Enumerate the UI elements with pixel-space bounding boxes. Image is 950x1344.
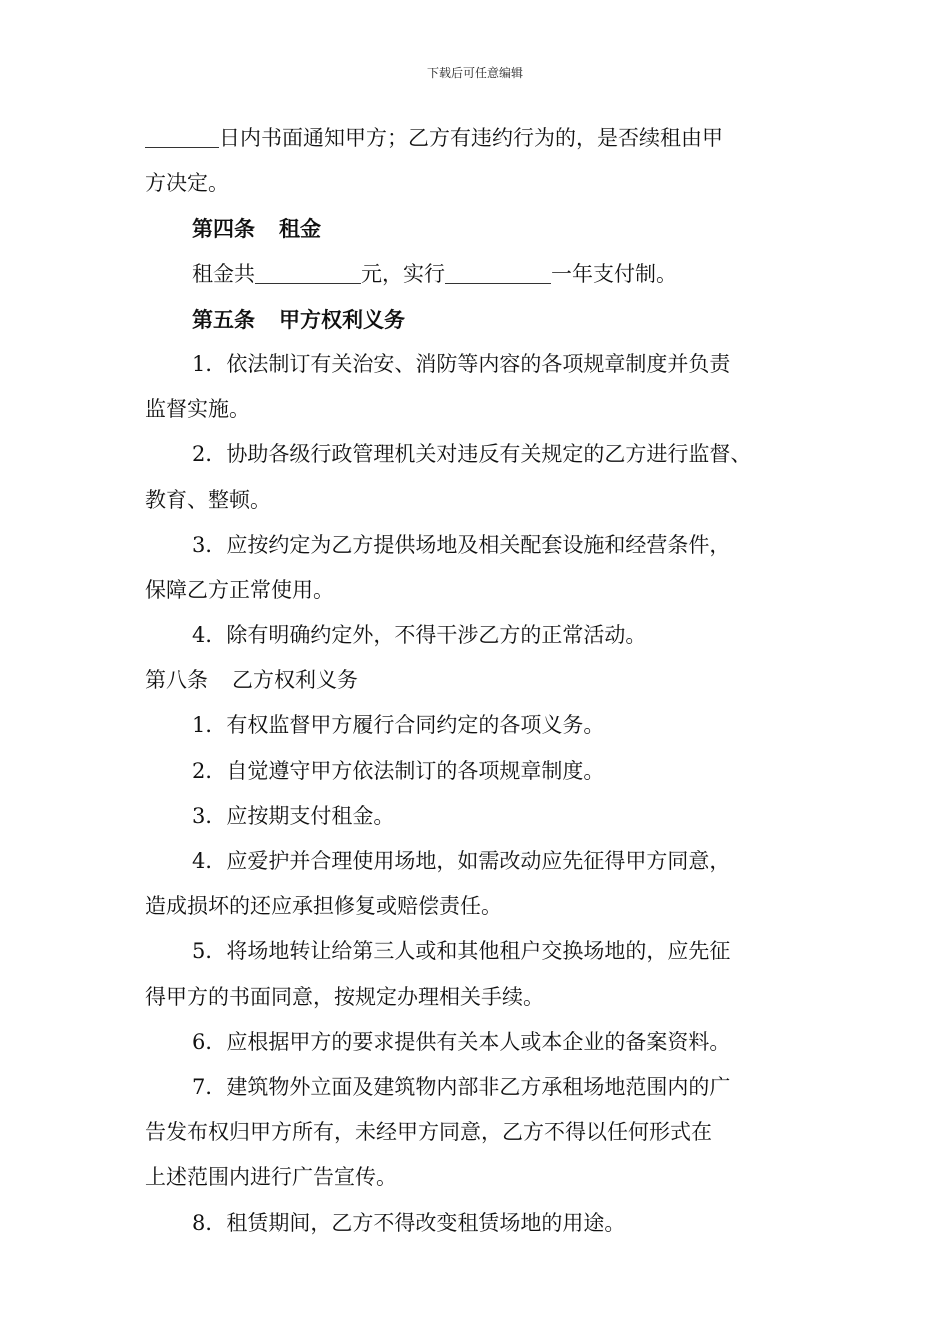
article-4-number: 第四条 [192,216,255,242]
article-4-paragraph [145,252,825,297]
article-8-item-1: 1．有权监督甲方履行合同约定的各项义务。 [192,713,605,738]
article-5-item-1-line-2: 监督实施。 [145,397,250,422]
page-header: 下载后可任意编辑 [426,66,523,80]
article-8-item-8: 8．租赁期间，乙方不得改变租赁场地的用途。 [192,1210,626,1235]
article-5-item-4: 4．除有明确约定外，不得干涉乙方的正常活动。 [192,623,647,648]
article-8-item-7-line-1: 7．建筑物外立面及建筑物内部非乙方承租场地范围内的广 [192,1074,731,1099]
rent-text-c: 一年支付制。 [551,261,677,286]
article-4-heading [145,206,825,251]
article-8-item-4-line-1: 4．应爱护并合理使用场地，如需改动应先征得甲方同意， [192,849,731,873]
article-5-item-3-line-2: 保障乙方正常使用。 [145,577,334,602]
fragment-line-2: 方决定。 [145,171,229,196]
rent-text-a: 租金共 [192,261,255,286]
article-5-title: 甲方权利义务 [279,306,405,332]
article-8-heading [145,658,825,703]
fragment-text-1: 日内书面通知甲方；乙方有违约行为的，是否续租由甲 [219,126,723,150]
blank-rent-amount [255,259,361,284]
article-8-item-4-line-2: 造成损坏的还应承担修复或赔偿责任。 [145,894,502,919]
article-5-item-3-line-1: 3．应按约定为乙方提供场地及相关配套设施和经营条件， [192,532,731,557]
fragment-line-1 [145,116,825,161]
contract-body [145,116,825,1246]
rent-text-b: 元，实行 [361,261,445,286]
article-5-number: 第五条 [192,306,255,332]
article-8-item-2: 2．自觉遵守甲方依法制订的各项规章制度。 [192,758,605,783]
article-4-title: 租金 [279,216,321,242]
article-8-item-3: 3．应按期支付租金。 [192,803,395,828]
blank-payment-period [445,259,551,284]
article-8-item-7-line-2: 告发布权归甲方所有，未经甲方同意，乙方不得以任何形式在 [145,1120,712,1145]
article-8-item-5-line-1: 5．将场地转让给第三人或和其他租户交换场地的，应先征 [192,939,731,964]
article-8-item-6: 6．应根据甲方的要求提供有关本人或本企业的备案资料。 [192,1029,731,1054]
article-8-item-7-line-3: 上述范围内进行广告宣传。 [145,1165,397,1190]
article-8-title: 乙方权利义务 [232,668,358,693]
article-5-item-1-line-1: 1．依法制订有关治安、消防等内容的各项规章制度并负责 [192,351,731,376]
blank-days [145,123,219,148]
article-8-number: 第八条 [145,668,208,693]
article-8-item-5-line-2: 得甲方的书面同意，按规定办理相关手续。 [145,984,544,1009]
article-5-item-2-line-1: 2．协助各级行政管理机关对违反有关规定的乙方进行监督、 [192,442,752,467]
article-5-heading [145,297,825,342]
article-5-item-2-line-2: 教育、整顿。 [145,487,271,512]
